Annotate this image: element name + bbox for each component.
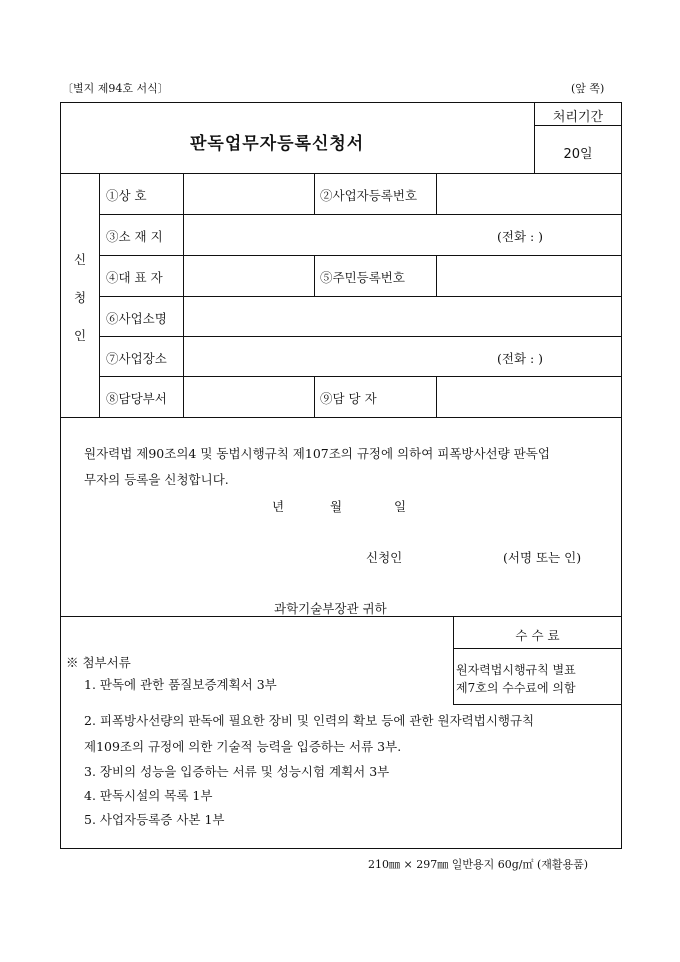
attachment-item: 4. 판독시설의 목록 1부 — [84, 788, 213, 803]
addressee: 과학기술부장관 귀하 — [274, 601, 387, 616]
applicant-label-char: 인 — [74, 328, 87, 343]
biz-reg-no-field[interactable] — [437, 174, 621, 214]
resident-no-label: ⑤주민등록번호 — [320, 270, 405, 285]
dept-label: ⑧담당부서 — [106, 391, 167, 406]
applicant-label-char: 신 — [74, 252, 87, 267]
office-name-field[interactable] — [184, 297, 621, 336]
statement-line: 원자력법 제90조의4 및 동법시행규칙 제107조의 규정에 의하여 피폭방사선량 판독업 — [84, 446, 550, 461]
processing-period-value: 20일 — [563, 147, 593, 162]
statement-line: 무자의 등록을 신청합니다. — [84, 472, 229, 487]
date-day-label: 일 — [394, 499, 407, 514]
attachment-item: 2. 피폭방사선량의 판독에 필요한 장비 및 인력의 확보 등에 관한 원자력법시행규칙 — [84, 713, 535, 728]
address-field[interactable] — [184, 215, 484, 255]
attachments-title: ※ 첨부서류 — [66, 655, 131, 670]
address-phone: (전화 : ) — [497, 229, 544, 244]
attachment-item: 1. 판독에 관한 품질보증계획서 3부 — [84, 677, 277, 692]
representative-field[interactable] — [184, 256, 313, 296]
processing-period-label: 처리기간 — [552, 110, 604, 125]
trade-name-field[interactable] — [184, 174, 313, 214]
fee-text: 원자력법시행규칙 별표 — [456, 663, 576, 677]
representative-label: ④대 표 자 — [106, 270, 163, 285]
date-year-label: 년 — [272, 499, 285, 514]
dept-field[interactable] — [184, 377, 313, 417]
biz-reg-no-label: ②사업자등록번호 — [320, 188, 418, 203]
person-label: ⑨담 당 자 — [320, 391, 377, 406]
applicant-sign-label: 신청인 — [366, 550, 403, 565]
resident-no-field[interactable] — [437, 256, 621, 296]
form-number: 〔별지 제94호 서식〕 — [62, 82, 169, 95]
attachment-item: 3. 장비의 성능을 입증하는 서류 및 성능시험 계획서 3부 — [84, 764, 390, 779]
signature-placeholder: (서명 또는 인) — [503, 550, 582, 565]
person-field[interactable] — [437, 377, 621, 417]
attachment-item: 5. 사업자등록증 사본 1부 — [84, 812, 225, 827]
fee-text: 제7호의 수수료에 의함 — [456, 681, 576, 695]
office-location-label: ⑦사업장소 — [106, 351, 167, 366]
applicant-label-char: 청 — [74, 290, 87, 305]
fee-label: 수 수 료 — [515, 628, 560, 643]
office-name-label: ⑥사업소명 — [106, 311, 167, 326]
attachment-item: 제109조의 규정에 의한 기술적 능력을 입증하는 서류 3부. — [84, 739, 402, 754]
address-label: ③소 재 지 — [106, 229, 163, 244]
page-side-label: (앞 쪽) — [571, 82, 605, 95]
office-phone: (전화 : ) — [497, 351, 544, 366]
trade-name-label: ①상 호 — [106, 188, 147, 203]
paper-spec-footer: 210㎜ × 297㎜ 일반용지 60g/㎡ (재활용품) — [368, 858, 589, 871]
office-location-field[interactable] — [184, 337, 484, 376]
date-month-label: 월 — [330, 499, 343, 514]
form-title: 판독업무자등록신청서 — [190, 134, 365, 154]
